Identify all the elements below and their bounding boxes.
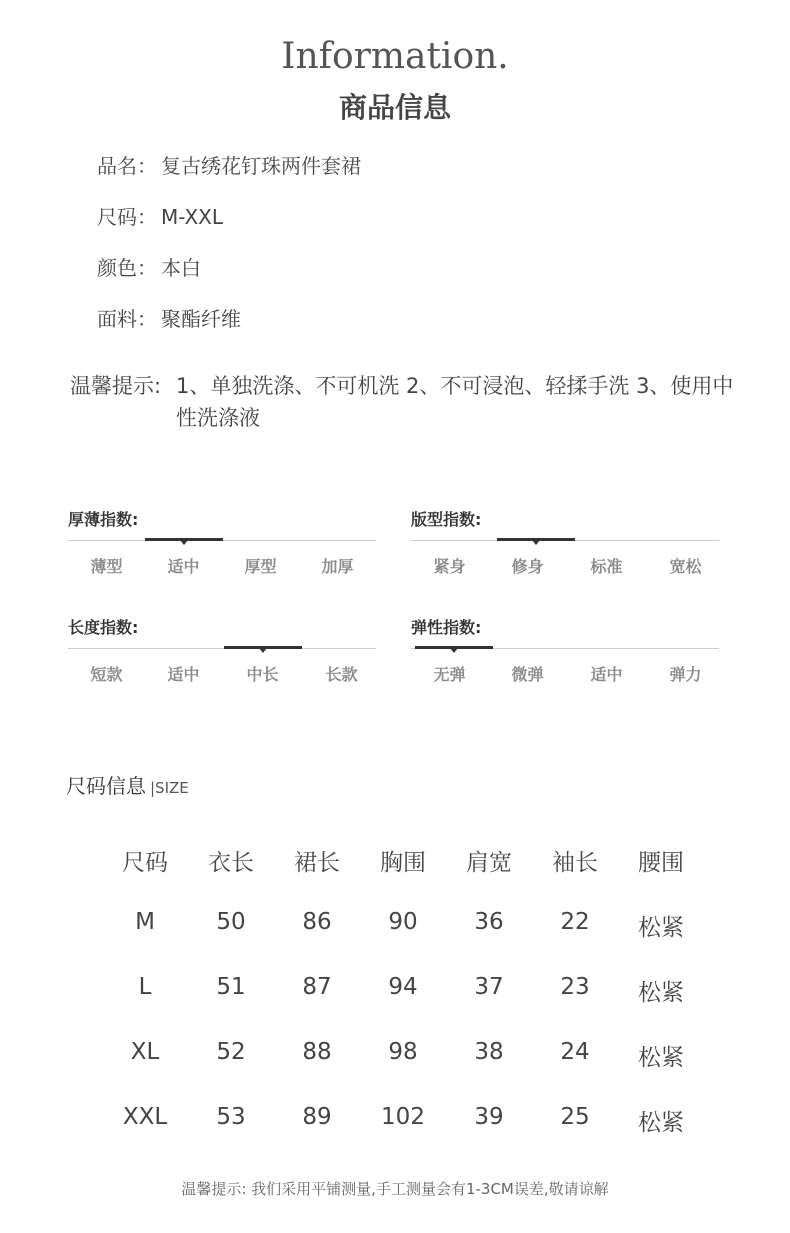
- table-cell: 松紧: [638, 1110, 684, 1136]
- table-cell: 94: [388, 974, 418, 1000]
- table-cell: 松紧: [638, 915, 684, 941]
- table-row: [102, 1104, 710, 1144]
- table-header-row: [102, 844, 710, 884]
- index-title: 版型指数:: [411, 510, 482, 529]
- table-header-cell: 肩宽: [466, 850, 512, 876]
- index-fit: [411, 507, 719, 597]
- table-row: [102, 974, 710, 1014]
- index-option: 微弹: [511, 665, 544, 684]
- info-value: M-XXL: [161, 205, 224, 229]
- index-title: 厚薄指数:: [68, 510, 139, 529]
- info-row-size: [97, 201, 223, 230]
- info-value: 复古绣花钉珠两件套裙: [161, 154, 361, 178]
- table-cell: 松紧: [638, 980, 684, 1006]
- info-value: 本白: [161, 256, 201, 280]
- table-cell: 25: [560, 1104, 590, 1130]
- info-row-fabric: [97, 303, 241, 332]
- table-cell: 51: [216, 974, 246, 1000]
- index-option: 弹力: [669, 665, 702, 684]
- table-header-cell: 腰围: [638, 850, 684, 876]
- table-cell: 38: [474, 1039, 504, 1065]
- table-cell: 36: [474, 909, 504, 935]
- size-section-heading: [66, 770, 189, 799]
- table-cell: 50: [216, 909, 246, 935]
- index-scale-line: [68, 648, 376, 649]
- index-selected-marker: [415, 646, 493, 649]
- table-cell: M: [135, 909, 155, 935]
- care-tip-text: 1、单独洗涤、不可机洗 2、不可浸泡、轻揉手洗 3、使用中性洗涤液: [176, 374, 734, 430]
- table-cell: L: [138, 974, 152, 1000]
- table-cell: 24: [560, 1039, 590, 1065]
- index-option: 短款: [90, 665, 123, 684]
- table-cell: 88: [302, 1039, 332, 1065]
- index-title: 弹性指数:: [411, 618, 482, 637]
- table-header-cell: 尺码: [122, 850, 168, 876]
- index-elasticity: [411, 615, 719, 705]
- index-option: 加厚: [321, 557, 354, 576]
- table-cell: 52: [216, 1039, 246, 1065]
- info-label: 面料：: [97, 307, 157, 331]
- index-option: 长款: [325, 665, 358, 684]
- index-selected-marker: [224, 646, 302, 649]
- size-section-title: 尺码信息: [66, 774, 146, 798]
- info-label: 颜色：: [97, 256, 157, 280]
- index-length: [68, 615, 376, 705]
- table-cell: 102: [381, 1104, 425, 1130]
- index-option: 适中: [167, 665, 200, 684]
- page-title: 商品信息: [338, 91, 451, 124]
- index-option: 修身: [511, 557, 544, 576]
- index-option: 厚型: [244, 557, 277, 576]
- index-option: 薄型: [90, 557, 123, 576]
- table-cell: 98: [388, 1039, 418, 1065]
- index-option: 中长: [246, 665, 279, 684]
- table-header-cell: 衣长: [208, 850, 254, 876]
- table-header-cell: 裙长: [294, 850, 340, 876]
- info-row-name: [97, 150, 361, 179]
- table-cell: 90: [388, 909, 418, 935]
- index-option: 标准: [590, 557, 623, 576]
- index-option: 适中: [167, 557, 200, 576]
- measurement-note: 温馨提示: 我们采用平铺测量,手工测量会有1-3CM误差,敬请谅解: [181, 1180, 609, 1198]
- table-cell: 22: [560, 909, 590, 935]
- index-title: 长度指数:: [68, 618, 139, 637]
- table-cell: 53: [216, 1104, 246, 1130]
- care-tip-label: 温馨提示:: [70, 374, 162, 398]
- table-header-cell: 胸围: [380, 850, 426, 876]
- info-row-color: [97, 252, 201, 281]
- info-label: 品名：: [97, 154, 157, 178]
- table-cell: 37: [474, 974, 504, 1000]
- info-value: 聚酯纤维: [161, 307, 241, 331]
- index-option: 紧身: [433, 557, 466, 576]
- table-cell: XL: [130, 1039, 160, 1065]
- table-header-cell: 袖长: [552, 850, 598, 876]
- index-selected-marker: [497, 538, 575, 541]
- table-row: [102, 909, 710, 949]
- table-cell: XXL: [122, 1104, 168, 1130]
- index-thickness: [68, 507, 376, 597]
- table-row: [102, 1039, 710, 1079]
- table-cell: 86: [302, 909, 332, 935]
- table-cell: 松紧: [638, 1045, 684, 1071]
- title-english: Information.: [281, 36, 509, 77]
- index-option: 宽松: [669, 557, 702, 576]
- size-section-subtitle: |SIZE: [150, 779, 189, 797]
- table-cell: 39: [474, 1104, 504, 1130]
- table-cell: 89: [302, 1104, 332, 1130]
- info-label: 尺码：: [97, 205, 157, 229]
- index-option: 无弹: [433, 665, 466, 684]
- table-cell: 23: [560, 974, 590, 1000]
- table-cell: 87: [302, 974, 332, 1000]
- index-option: 适中: [590, 665, 623, 684]
- index-selected-marker: [145, 538, 223, 541]
